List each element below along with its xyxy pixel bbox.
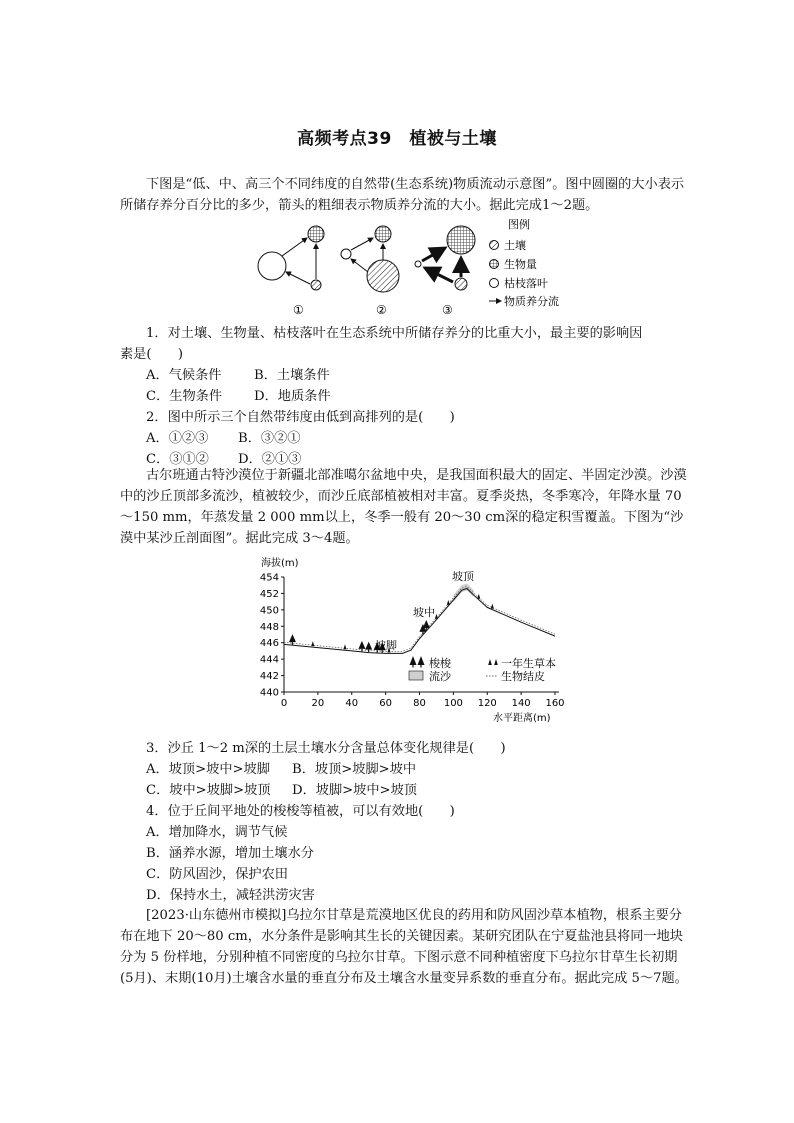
annual-herb-legend-icon [488,659,498,665]
q2-option-b: B．③②① [238,431,301,446]
q4-option-c: C．防风固沙，保护农田 [146,867,288,882]
x-tick-label: 60 [379,698,392,709]
q1-option-c: C．生物条件 [146,389,223,404]
q4-option-b: B．涵养水源，增加土壤水分 [146,846,314,861]
nutrient-flow-figure [250,218,610,318]
page-title: 高频考点39 植被与土壤 [297,129,497,149]
legend-annual-herb: 一年生草本 [501,657,556,670]
q2-option-c: C．③①② [146,452,209,467]
legend-crust: 生物结皮 [501,670,545,683]
legend-title: 图例 [508,218,530,231]
q2-stem: 2．图中所示三个自然带纬度由低到高排列的是( ) [146,410,455,425]
annotation-middle: 坡中 [413,606,435,619]
x-tick-label: 80 [413,698,426,709]
passage-3: [2023·山东德州市模拟]乌拉尔甘草是荒漠地区优良的药用和防风固沙草本植物，根系主要分布在地下 20～80 cm，水分条件是影响其生长的关键因素。某研究团队在宁夏盐池县将同一地块分为 5 份样地，分别种植不同密度的乌拉尔甘草。下图示意不同种植密度下乌拉尔甘草生长初期(5月)、末期(10月)土壤含水量的垂直分布及土壤含水量变异系数的垂直分布。据此完成 5～7题。 [120,908,688,986]
ground-profile-line [284,589,555,654]
diagram-2 [341,226,399,292]
annual-herb [435,614,438,619]
legend-soil: 土壤 [504,239,526,252]
x-tick-label: 160 [545,698,565,709]
legend-flow: 物质养分流 [504,295,559,308]
legend-litter: 枯枝落叶 [504,277,548,290]
x-tick-label: 20 [311,698,325,709]
annotation-top: 坡顶 [452,570,474,583]
figure-legend [489,218,559,308]
x-tick-label: 40 [345,698,359,709]
annotation-foot: 坡脚 [375,639,397,652]
q2-option-d: D．②①③ [238,452,302,467]
y-tick-label: 448 [259,621,279,633]
soil-circle [455,278,467,290]
q4-option-d: D．保持水土，减轻洪涝灾害 [146,888,315,903]
soil-legend-icon [490,241,499,250]
diagram-label-3: ③ [442,303,453,317]
y-tick-label: 452 [259,588,279,600]
legend-biomass: 生物量 [504,258,537,271]
y-tick-label: 440 [259,687,279,699]
biomass-legend-icon [490,260,499,269]
x-tick-label: 100 [443,698,463,709]
passage-1: 下图是“低、中、高三个不同纬度的自然带(生态系统)物质流动示意图”。图中圆圈的大小表示所储存养分百分比的多少，箭头的粗细表示物质养分流的大小。据此完成1～2题。 [120,177,685,213]
q3-option-a: A．坡顶>坡中>坡脚 [146,762,270,777]
x-tick-label: 140 [511,698,531,709]
annual-herb [477,594,480,599]
diagram-3 [415,226,475,290]
x-tick-label: 120 [477,698,497,709]
q1-option-d: D．地质条件 [254,389,331,404]
litter-circle [415,261,421,267]
y-tick-label: 450 [259,605,279,617]
q2-option-a: A．①②③ [146,431,209,446]
litter-legend-icon [490,279,499,288]
diagram-label-1: ① [293,303,304,317]
litter-circle [258,252,286,280]
biomass-circle [375,226,391,242]
q4-option-a: A．增加降水，调节气候 [146,825,288,840]
q3-option-b: B．坡顶>坡脚>坡中 [292,762,417,777]
saxaul-legend-icon [410,656,425,668]
q3-stem: 3．沙丘 1～2 m深的土层土壤水分含量总体变化规律是( ) [146,741,506,756]
annual-herb [447,600,450,605]
biomass-circle [308,226,324,242]
annual-herb [311,641,314,646]
x-axis-label: 水平距离(m) [493,713,551,724]
dune-profile-chart [255,555,575,725]
q1-stem-line2: 素是( ) [120,347,184,362]
litter-circle [341,249,351,259]
q3-option-d: D．坡脚>坡中>坡顶 [292,783,417,798]
annual-herb [343,644,346,649]
soil-circle [311,280,321,290]
chart-legend [409,656,556,683]
y-tick-label: 454 [259,572,279,584]
annual-herb [491,604,494,609]
passage-2: 古尔班通古特沙漠位于新疆北部准噶尔盆地中央，是我国面积最大的固定、半固定沙漠。沙漠中的沙丘顶部多流沙，植被较少，而沙丘底部植被相对丰富。夏季炎热，冬季寒冷，年降水量 70～150 mm，年蒸发量 2 000 mm以上，冬季一般有 20～30 cm深的稳定积雪覆盖。下图为“沙漠中某沙丘剖面图”。据此完成 3～4题。 [120,468,687,546]
legend-saxaul: 梭梭 [429,657,451,670]
q1-stem-line1: 1．对土壤、生物量、枯枝落叶在生态系统中所储存养分的比重大小，最主要的影响因 [146,326,643,341]
quicksand-legend-icon [409,671,423,680]
legend-quicksand: 流沙 [429,670,451,683]
diagram-1 [258,226,324,290]
y-tick-label: 444 [259,654,279,666]
q3-option-c: C．坡中>坡脚>坡顶 [146,783,271,798]
x-tick-label: 0 [280,698,288,709]
q4-stem: 4．位于丘间平地处的梭梭等植被，可以有效地( ) [146,804,455,819]
y-tick-label: 442 [259,671,279,683]
soil-circle [367,260,399,292]
diagram-label-2: ② [376,303,387,317]
y-axis-label: 海拔(m) [261,558,299,569]
q1-option-a: A．气候条件 [146,368,222,383]
q1-option-b: B．土壤条件 [254,368,330,383]
y-tick-label: 446 [259,638,279,650]
biomass-circle [447,226,475,254]
